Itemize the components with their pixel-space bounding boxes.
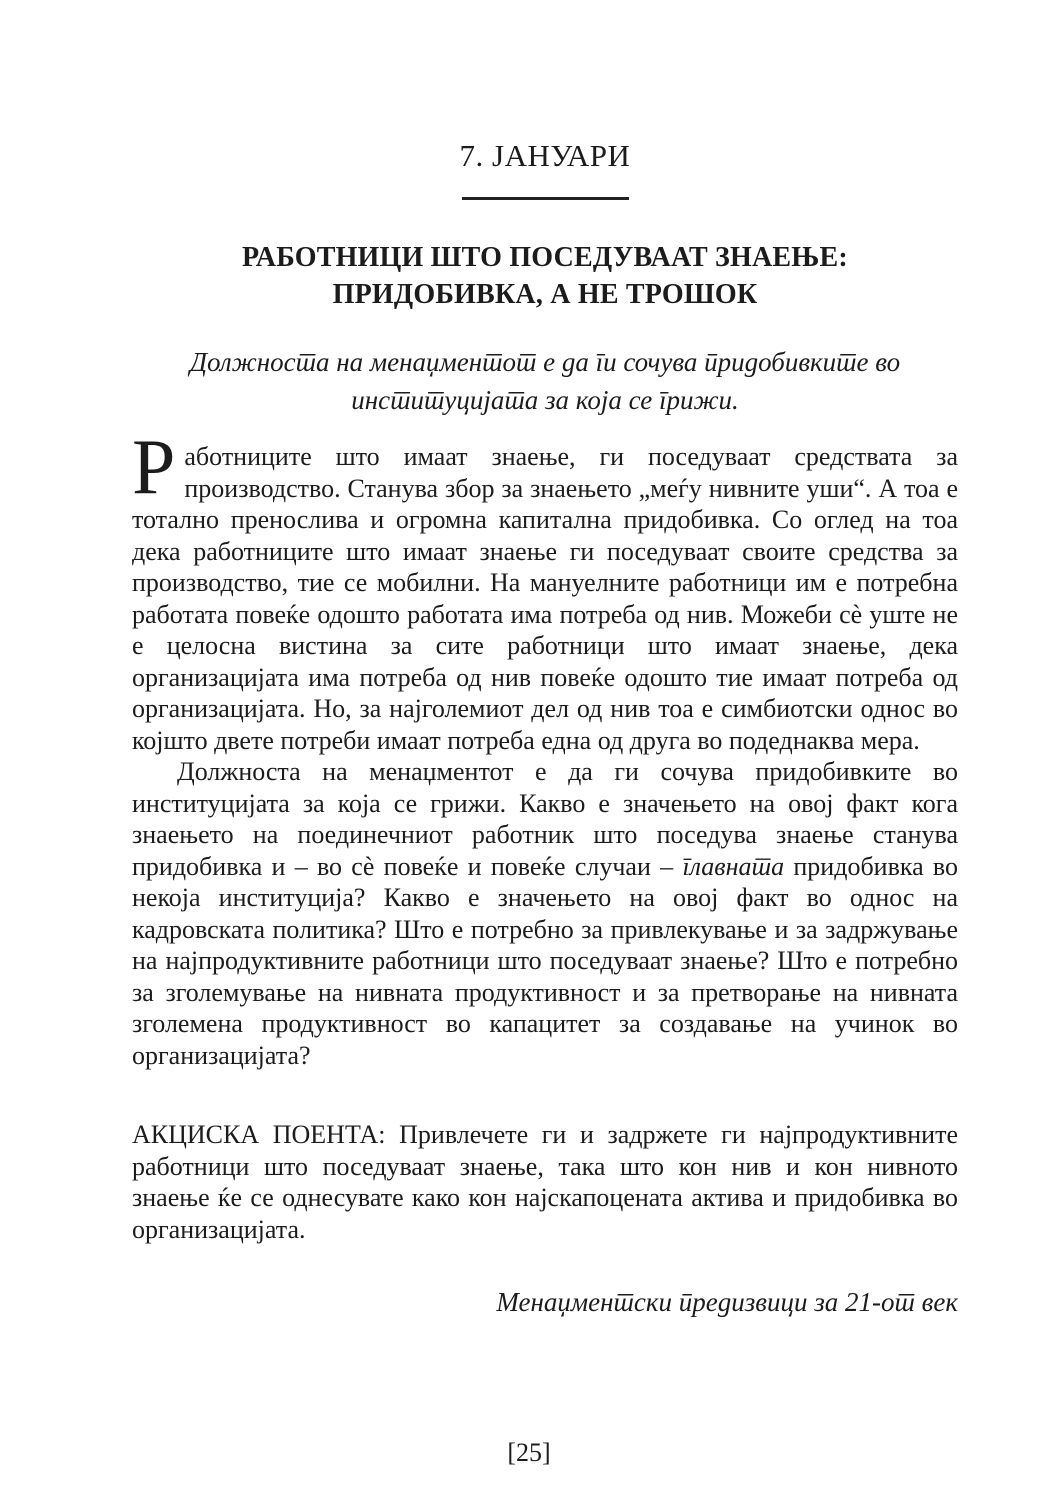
section-heading-line1: РАБОТНИЦИ ШТО ПОСЕДУВААТ ЗНАЕЊЕ: xyxy=(242,242,848,273)
page-number: [25] xyxy=(507,1438,551,1467)
paragraph-2-text-b: придобивка во некоја институција? Какво е значењето на овој факт во однос на кадровската политика? Што е потребно за привлекување и за задржување на најпродуктивните работници што поседуваат знаење? Што е потребно за зголемување на нивната продуктивност и за претворање на нивната зголемена продуктивност во капацитет за создавање на учинок во организацијата? xyxy=(132,851,958,1070)
paragraph-2-text-a: Должноста на менаџментот е да ги сочува придобивките во институцијата за која се грижи. Какво е значењето на овој факт кога знаењето на поединечниот работник што поседува знаење станува придобивка и – во сѐ повеќе и повеќе случаи – xyxy=(132,757,958,881)
title-divider xyxy=(462,197,629,200)
chapter-title: 7. ЈАНУАРИ xyxy=(459,138,631,173)
epigraph: Должноста на менаџментот е да ги сочува придобивките во институцијата за која се грижи. xyxy=(189,347,901,415)
section-heading xyxy=(132,239,958,313)
action-point-label: АКЦИСКА ПОЕНТА: xyxy=(132,1120,386,1149)
action-point xyxy=(132,1119,958,1245)
book-source: Менаџментски предизвици за 21-от век xyxy=(496,1287,958,1317)
emphasis-word: главната xyxy=(682,851,785,881)
paragraph-1 xyxy=(132,423,958,756)
paragraph-1-text: аботниците што имаат знаење, ги поседуваат средствата за производство. Станува збор за знаењето „меѓу нивните уши“. А тоа е тотално пренослива и огромна капитална придобивка. Со оглед на тоа дека работниците што имаат знаење ги поседуваат своите средства за производство, тие се мобилни. На мануелните работници им е потребна работата повеќе одошто работата има потреба од нив. Можеби сѐ уште не е целосна вистина за сите работници што имаат знаење, дека организацијата има потреба од нив повеќе одошто тие имаат потреба од организацијата. Но, за најголемиот дел од нив тоа е симбиотски однос во којшто двете потреби имаат потреба една од друга во подеднаква мера. xyxy=(132,442,958,755)
drop-cap: Р xyxy=(132,423,176,510)
action-point-text: Привлечете ги и задржете ги најпродуктивните работници што поседуваат знаење, така што кон нив и кон нивното знаење ќе се однесувате како кон најскапоцената актива и придобивка во организацијата. xyxy=(132,1120,959,1244)
section-heading-line2: ПРИДОБИВКА, А НЕ ТРОШОК xyxy=(332,279,758,310)
paragraph-2 xyxy=(132,756,958,1071)
